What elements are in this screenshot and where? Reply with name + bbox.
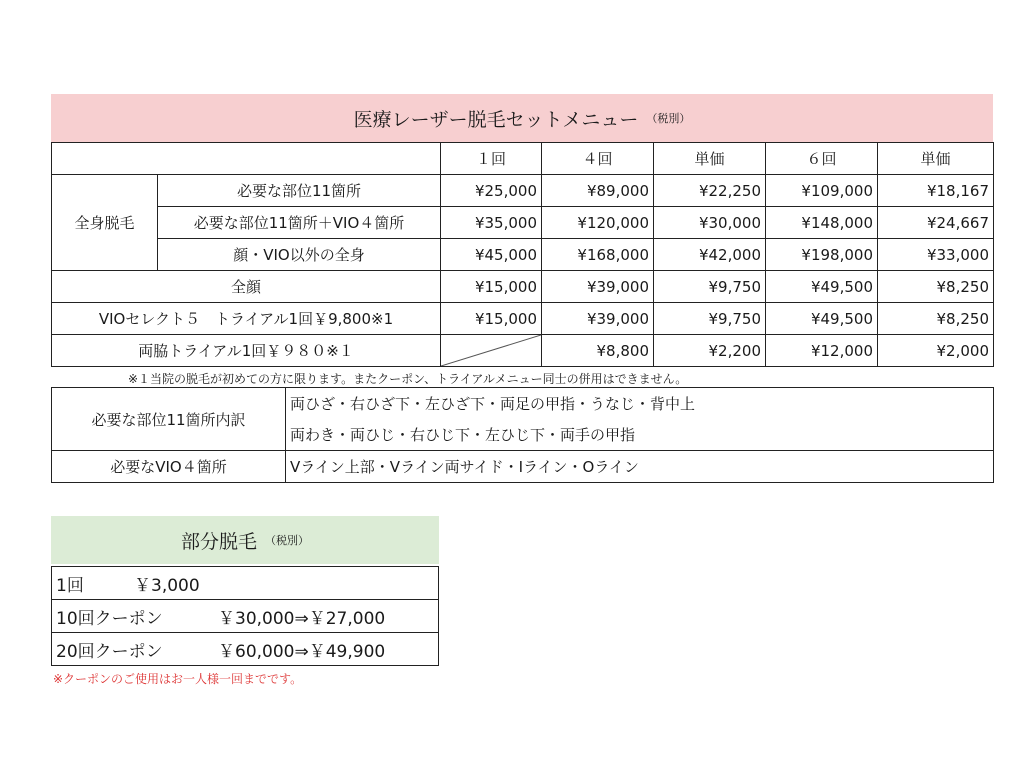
breakdown-value: 両わき・両ひじ・右ひじ下・左ひじ下・両手の甲指 — [286, 419, 994, 451]
partial-row-price: ￥3,000 — [134, 575, 200, 596]
row-label: 全顔 — [52, 271, 441, 303]
table-row — [52, 207, 994, 239]
price-cell: ¥42,000 — [654, 239, 766, 271]
diagonal-line — [441, 335, 541, 366]
row-label: 顔・VIO以外の全身 — [158, 239, 441, 271]
price-cell: ¥45,000 — [441, 239, 542, 271]
partial-row-label: 20回クーポン — [56, 641, 163, 662]
header-empty-cell — [52, 143, 441, 175]
price-cell: ¥9,750 — [654, 271, 766, 303]
price-cell: ¥22,250 — [654, 175, 766, 207]
header-cell: 単価 — [878, 143, 994, 175]
set-menu-title: 医療レーザー脱毛セットメニュー — [353, 108, 639, 131]
price-cell: ¥89,000 — [542, 175, 654, 207]
partial-row-price: ￥30,000⇒￥27,000 — [218, 608, 386, 629]
set-menu-price-table — [51, 142, 994, 367]
price-cell: ¥24,667 — [878, 207, 994, 239]
price-cell: ¥168,000 — [542, 239, 654, 271]
table-row — [52, 239, 994, 271]
price-cell: ¥49,500 — [766, 303, 878, 335]
breakdown-value: 両ひざ・右ひざ下・左ひざ下・両足の甲指・うなじ・背中上 — [286, 388, 994, 420]
price-cell: ¥35,000 — [441, 207, 542, 239]
partial-row-label: 1回 — [56, 575, 84, 596]
partial-menu-title: 部分脱毛 — [180, 530, 257, 553]
table-row — [52, 600, 439, 633]
table-row — [52, 567, 439, 600]
price-cell: ¥39,000 — [542, 271, 654, 303]
breakdown-value: Vライン上部・Vライン両サイド・Iライン・Oライン — [286, 451, 994, 483]
price-cell: ¥15,000 — [441, 303, 542, 335]
breakdown-label: 必要な部位11箇所内訳 — [52, 388, 286, 451]
partial-row-price: ￥60,000⇒￥49,900 — [218, 641, 386, 662]
price-cell: ¥49,500 — [766, 271, 878, 303]
partial-row-label: 10回クーポン — [56, 608, 163, 629]
price-cell: ¥8,250 — [878, 271, 994, 303]
price-cell: ¥109,000 — [766, 175, 878, 207]
partial-row — [52, 633, 439, 666]
table-row — [52, 451, 994, 483]
price-cell: ¥30,000 — [654, 207, 766, 239]
price-cell: ¥15,000 — [441, 271, 542, 303]
price-cell: ¥18,167 — [878, 175, 994, 207]
price-cell: ¥2,200 — [654, 335, 766, 367]
header-cell: ６回 — [766, 143, 878, 175]
row-label: VIOセレクト５ トライアル1回￥9,800※1 — [52, 303, 441, 335]
partial-menu-table — [51, 566, 439, 666]
partial-row — [52, 600, 439, 633]
table-row — [52, 388, 994, 420]
table-row — [52, 303, 994, 335]
price-cell: ¥148,000 — [766, 207, 878, 239]
header-cell: １回 — [441, 143, 542, 175]
set-menu-tax-note: （税別） — [646, 112, 691, 125]
price-cell: ¥120,000 — [542, 207, 654, 239]
partial-row — [52, 567, 439, 600]
price-cell: ¥33,000 — [878, 239, 994, 271]
partial-menu-tax-note: （税別） — [265, 534, 309, 547]
price-cell: ¥8,250 — [878, 303, 994, 335]
partial-menu-title-band — [51, 516, 439, 564]
table-row — [52, 271, 994, 303]
row-label: 必要な部位11箇所 — [158, 175, 441, 207]
header-cell: 単価 — [654, 143, 766, 175]
row-label: 必要な部位11箇所＋VIO４箇所 — [158, 207, 441, 239]
price-cell: ¥8,800 — [542, 335, 654, 367]
price-cell: ¥198,000 — [766, 239, 878, 271]
price-cell: ¥12,000 — [766, 335, 878, 367]
price-cell: ¥39,000 — [542, 303, 654, 335]
set-menu-title-band — [51, 94, 993, 142]
breakdown-label: 必要なVIO４箇所 — [52, 451, 286, 483]
price-cell: ¥2,000 — [878, 335, 994, 367]
table-header-row — [52, 143, 994, 175]
group-label-zenshin: 全身脱毛 — [52, 175, 158, 271]
price-cell: ¥25,000 — [441, 175, 542, 207]
header-cell: ４回 — [542, 143, 654, 175]
row-label: 両脇トライアル1回￥９８０※１ — [52, 335, 441, 367]
table-row — [52, 175, 994, 207]
price-cell: ¥9,750 — [654, 303, 766, 335]
table-row — [52, 335, 994, 367]
set-menu-footnote: ※１当院の脱毛が初めての方に限ります。またクーポン、トライアルメニュー同士の併用はできません。 — [128, 372, 688, 386]
partial-menu-note: ※クーポンのご使用はお一人様一回までです。 — [53, 672, 303, 686]
table-row — [52, 633, 439, 666]
not-applicable-cell — [441, 335, 542, 367]
breakdown-table — [51, 387, 994, 483]
